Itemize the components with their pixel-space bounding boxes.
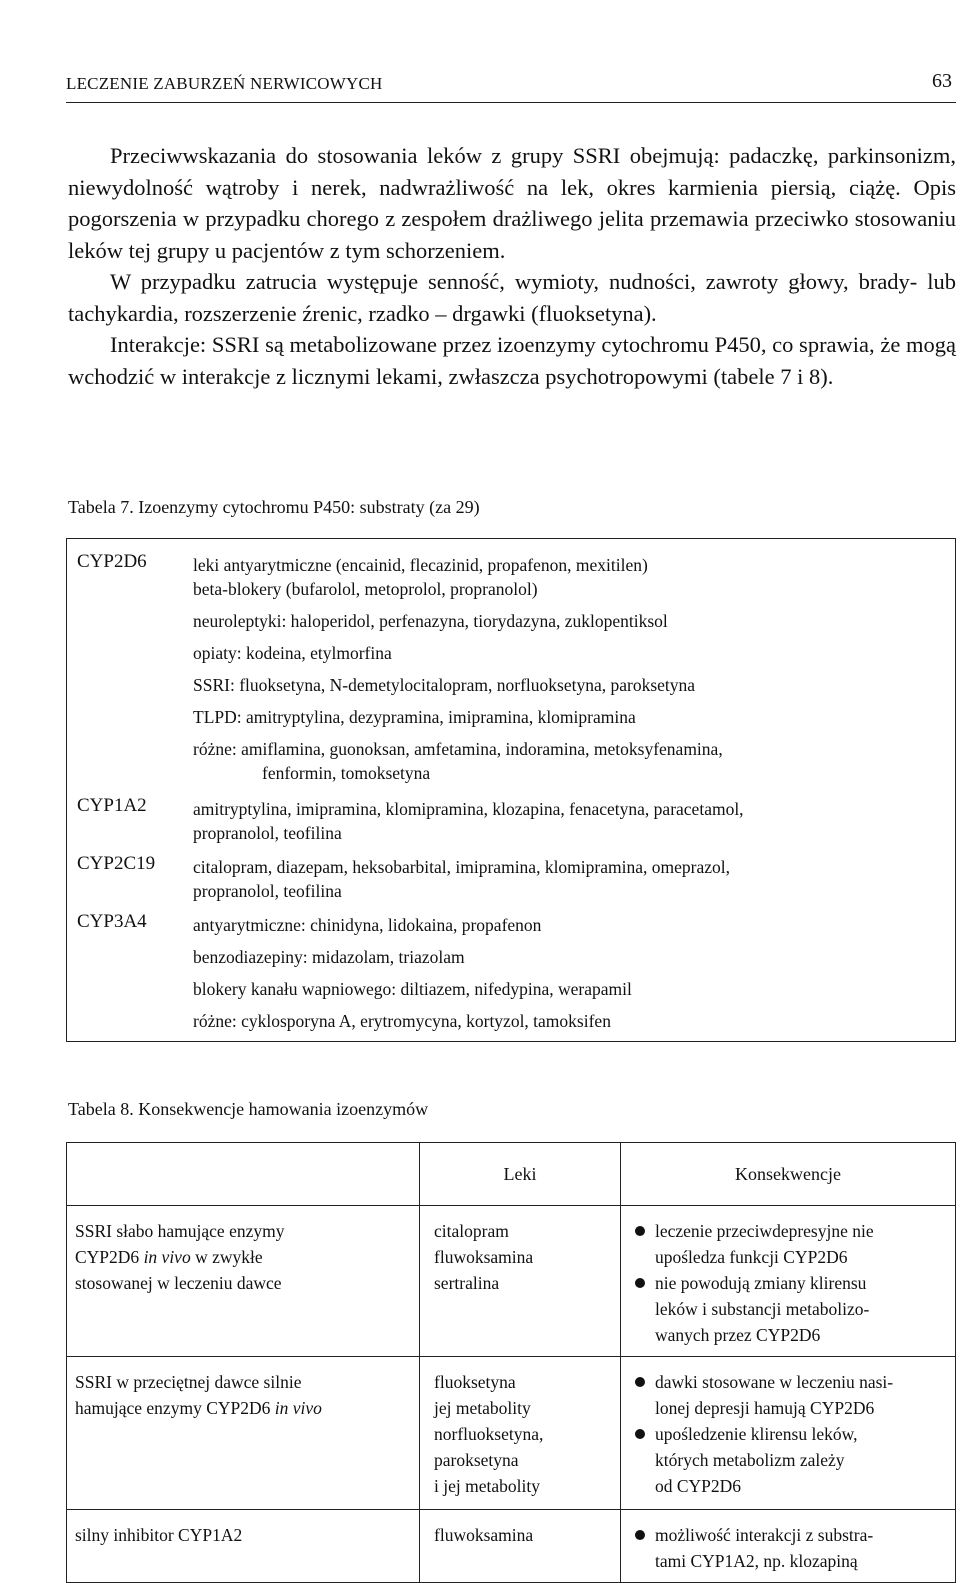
body-text (68, 140, 956, 392)
isoenzyme-code: CYP3A4 (77, 911, 147, 932)
drugs-cell (420, 1206, 621, 1357)
substrate-line: neuroleptyki: haloperidol, perfenazyna, tiorydazyna, zuklopentiksol (193, 611, 668, 631)
substrate-line: SSRI: fluoksetyna, N-demetylocitalopram, norfluoksetyna, paroksetyna (193, 675, 696, 695)
header-cell-konsekwencje: Konsekwencje (621, 1143, 956, 1206)
consequence-line: upośledza funkcji CYP2D6 (655, 1247, 848, 1267)
table8 (66, 1142, 956, 1583)
running-header (66, 66, 956, 103)
isoenzyme-code: CYP2C19 (77, 853, 156, 874)
page-number: 63 (932, 70, 952, 92)
table-row (67, 1357, 956, 1510)
substrate-line: fenformin, tomoksetyna (262, 763, 431, 783)
substrate-line: różne: amiflamina, guonoksan, amfetamina, indoramina, metoksyfenamina, (193, 739, 723, 759)
substrate-line: leki antyarytmiczne (encainid, flecazinid, propafenon, mexitilen) (193, 555, 648, 575)
consequences-cell (621, 1206, 956, 1357)
consequence-bullet (631, 1421, 949, 1499)
label-line: CYP2D6 in vivo w zwykłe (75, 1247, 263, 1267)
table-row (67, 1206, 956, 1357)
drug-line: norfluoksetyna, (434, 1424, 544, 1444)
substrate-line: blokery kanału wapniowego: diltiazem, nifedypina, werapamil (193, 979, 632, 999)
label-line: SSRI słabo hamujące enzymy (75, 1221, 285, 1241)
consequence-line: tami CYP1A2, np. klozapiną (655, 1551, 858, 1571)
drug-line: fluwoksamina (434, 1525, 534, 1545)
drugs-cell (420, 1510, 621, 1583)
drug-line: citalopram (434, 1221, 509, 1241)
substrate-line: TLPD: amitryptylina, dezypramina, imipramina, klomipramina (193, 707, 636, 727)
label-line: SSRI w przeciętnej dawce silnie (75, 1372, 302, 1392)
paragraph-overdose: W przypadku zatrucia występuje senność, wymioty, nudności, zawroty głowy, brady- lub tachykardia, rozszerzenie źrenic, rzadko – drgawki (fluoksetyna). (68, 269, 956, 326)
consequence-bullet (631, 1522, 949, 1574)
row-label-cell (67, 1510, 420, 1583)
drugs-cell (420, 1357, 621, 1510)
consequence-bullet (631, 1270, 949, 1348)
drug-line: fluoksetyna (434, 1372, 516, 1392)
table7 (66, 538, 956, 1042)
table7-caption: Tabela 7. Izoenzymy cytochromu P450: substraty (za 29) (68, 497, 480, 517)
substrate-line: opiaty: kodeina, etylmorfina (193, 643, 392, 663)
substrate-line: benzodiazepiny: midazolam, triazolam (193, 947, 465, 967)
consequences-cell (621, 1357, 956, 1510)
isoenzyme-code: CYP2D6 (77, 551, 147, 572)
table-row (67, 1510, 956, 1583)
consequence-bullet (631, 1218, 949, 1270)
consequence-line: lonej depresji hamują CYP2D6 (655, 1398, 875, 1418)
substrate-line: antyarytmiczne: chinidyna, lidokaina, propafenon (193, 915, 542, 935)
row-label-cell (67, 1206, 420, 1357)
consequence-line: upośledzenie klirensu leków, (655, 1424, 858, 1444)
drug-line: i jej metabolity (434, 1476, 540, 1496)
row-label-cell (67, 1357, 420, 1510)
header-cell-leki: Leki (420, 1143, 621, 1206)
drug-line: fluwoksamina (434, 1247, 534, 1267)
label-line: hamujące enzymy CYP2D6 in vivo (75, 1398, 322, 1418)
substrate-line: citalopram, diazepam, heksobarbital, imipramina, klomipramina, omeprazol, (193, 857, 730, 877)
substrate-line: propranolol, teofilina (193, 823, 342, 843)
table8-caption: Tabela 8. Konsekwencje hamowania izoenzymów (68, 1099, 429, 1119)
consequence-line: nie powodują zmiany klirensu (655, 1273, 867, 1293)
header-cell (67, 1143, 420, 1206)
paragraph-interactions: Interakcje: SSRI są metabolizowane przez izoenzymy cytochromu P450, co sprawia, że mogą wchodzić w interakcje z licznymi lekami, zwłaszcza psychotropowymi (tabele 7 i 8). (68, 332, 956, 389)
substrate-line: beta-blokery (bufarolol, metoprolol, propranolol) (193, 579, 538, 599)
consequence-line: możliwość interakcji z substra- (655, 1525, 874, 1545)
consequences-cell (621, 1510, 956, 1583)
consequence-line: od CYP2D6 (655, 1476, 742, 1496)
consequence-line: wanych przez CYP2D6 (655, 1325, 821, 1345)
label-line: silny inhibitor CYP1A2 (75, 1525, 243, 1545)
table8-header-row (67, 1143, 956, 1206)
isoenzyme-code: CYP1A2 (77, 795, 147, 816)
drug-line: sertralina (434, 1273, 500, 1293)
consequence-bullet (631, 1369, 949, 1421)
running-title: LECZENIE ZABURZEŃ NERWICOWYCH (66, 74, 383, 93)
drug-line: jej metabolity (434, 1398, 531, 1418)
label-line: stosowanej w leczeniu dawce (75, 1273, 282, 1293)
drug-line: paroksetyna (434, 1450, 519, 1470)
consequence-line: dawki stosowane w leczeniu nasi- (655, 1372, 894, 1392)
substrate-line: różne: cyklosporyna A, erytromycyna, kortyzol, tamoksifen (193, 1011, 611, 1031)
consequence-line: leczenie przeciwdepresyjne nie (655, 1221, 874, 1241)
substrate-line: amitryptylina, imipramina, klomipramina, klozapina, fenacetyna, paracetamol, (193, 799, 744, 819)
consequence-line: leków i substancji metabolizo- (655, 1299, 870, 1319)
paragraph-contraindications: Przeciwwskazania do stosowania leków z grupy SSRI obejmują: padaczkę, parkinsonizm, niewydolność wątroby i nerek, nadwrażliwość na lek, okres karmienia piersią, ciążę. Opis pogorszenia w przypadku chorego z zespołem drażliwego jelita przemawia przeciwko stosowaniu leków tej grupy u pacjentów z tym schorzeniem. (68, 143, 956, 263)
consequence-line: których metabolizm zależy (655, 1450, 845, 1470)
substrate-line: propranolol, teofilina (193, 881, 342, 901)
